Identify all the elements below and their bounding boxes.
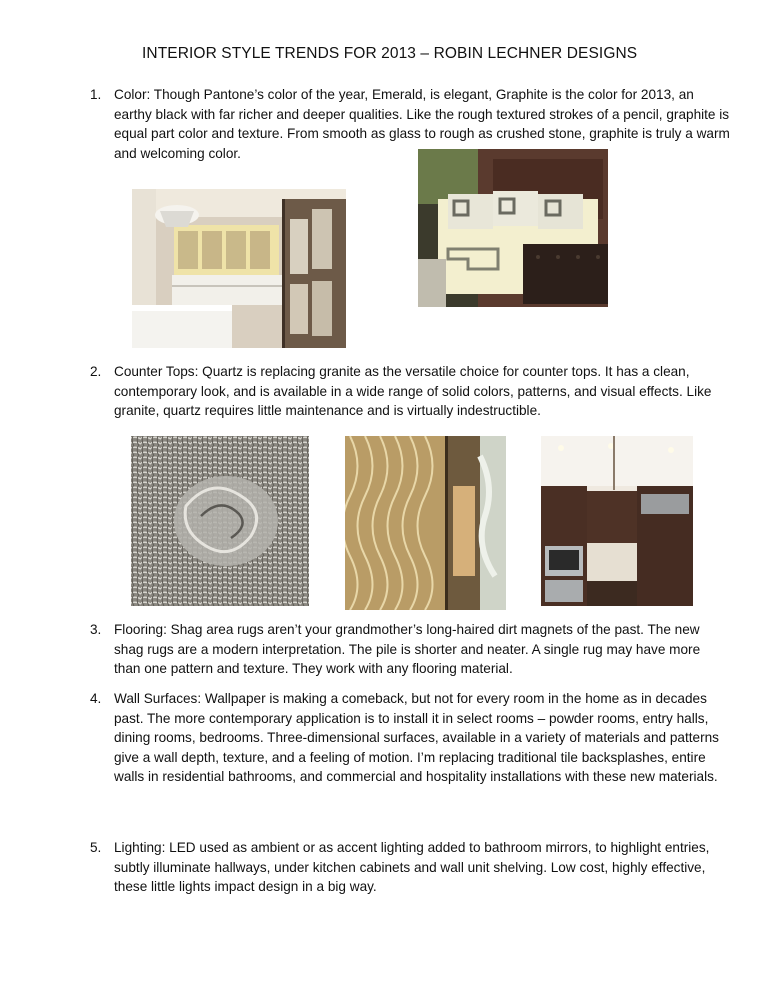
list-item-color — [90, 85, 730, 163]
list-number: 5. — [90, 840, 102, 855]
list-number: 3. — [90, 622, 102, 637]
list-number: 1. — [90, 87, 102, 102]
bedroom-photo — [418, 149, 608, 307]
list-text: Counter Tops: Quartz is replacing granite as the versatile choice for counter tops. It has a clean, contemporary look, and is available in a wide range of solid colors, patterns, and visual effects. Like granite, quartz requires little maintenance and is virtually indestructible. — [114, 364, 712, 419]
wall-panel-photo — [345, 436, 506, 610]
kitchen-photo — [132, 189, 346, 348]
modern-kitchen-photo — [541, 436, 693, 606]
list-item-counter-tops — [90, 362, 730, 421]
page-title: INTERIOR STYLE TRENDS FOR 2013 – ROBIN LECHNER DESIGNS — [142, 45, 638, 62]
list-item-wall-surfaces — [90, 689, 730, 787]
list-text: Color: Though Pantone’s color of the year, Emerald, is elegant, Graphite is the color for 2013, an earthy black with far richer and deeper qualities. Like the rough textured strokes of a pencil, graphite is equal part color and texture. From smooth as glass to rough as crushed stone, graphite is truly a warm and welcoming color. — [114, 87, 730, 161]
list-number: 2. — [90, 364, 102, 379]
list-number: 4. — [90, 691, 102, 706]
list-text: Wall Surfaces: Wallpaper is making a comeback, but not for every room in the home as in decades past. The more contemporary application is to install it in select rooms – powder rooms, entry halls, dining rooms, bedrooms. Three-dimensional surfaces, available in a variety of materials and patterns give a wall depth, texture, and a feeling of motion. I’m replacing traditional tile backsplashes, entire walls in residential bathrooms, and commercial and hospitality installations with these new materials. — [114, 691, 719, 785]
shag-rug-photo — [131, 436, 309, 606]
list-item-flooring — [90, 620, 730, 679]
list-text: Lighting: LED used as ambient or as accent lighting added to bathroom mirrors, to highlight entries, subtly illuminate hallways, under kitchen cabinets and wall unit shelving. Low cost, highly effective, these little lights impact design in a big way. — [114, 840, 710, 895]
list-text: Flooring: Shag area rugs aren’t your grandmother’s long-haired dirt magnets of the past. The new shag rugs are a modern interpretation. The pile is shorter and neater. A single rug may have more than one pattern and texture. They work with any flooring material. — [114, 622, 701, 677]
list-item-lighting — [90, 838, 730, 897]
